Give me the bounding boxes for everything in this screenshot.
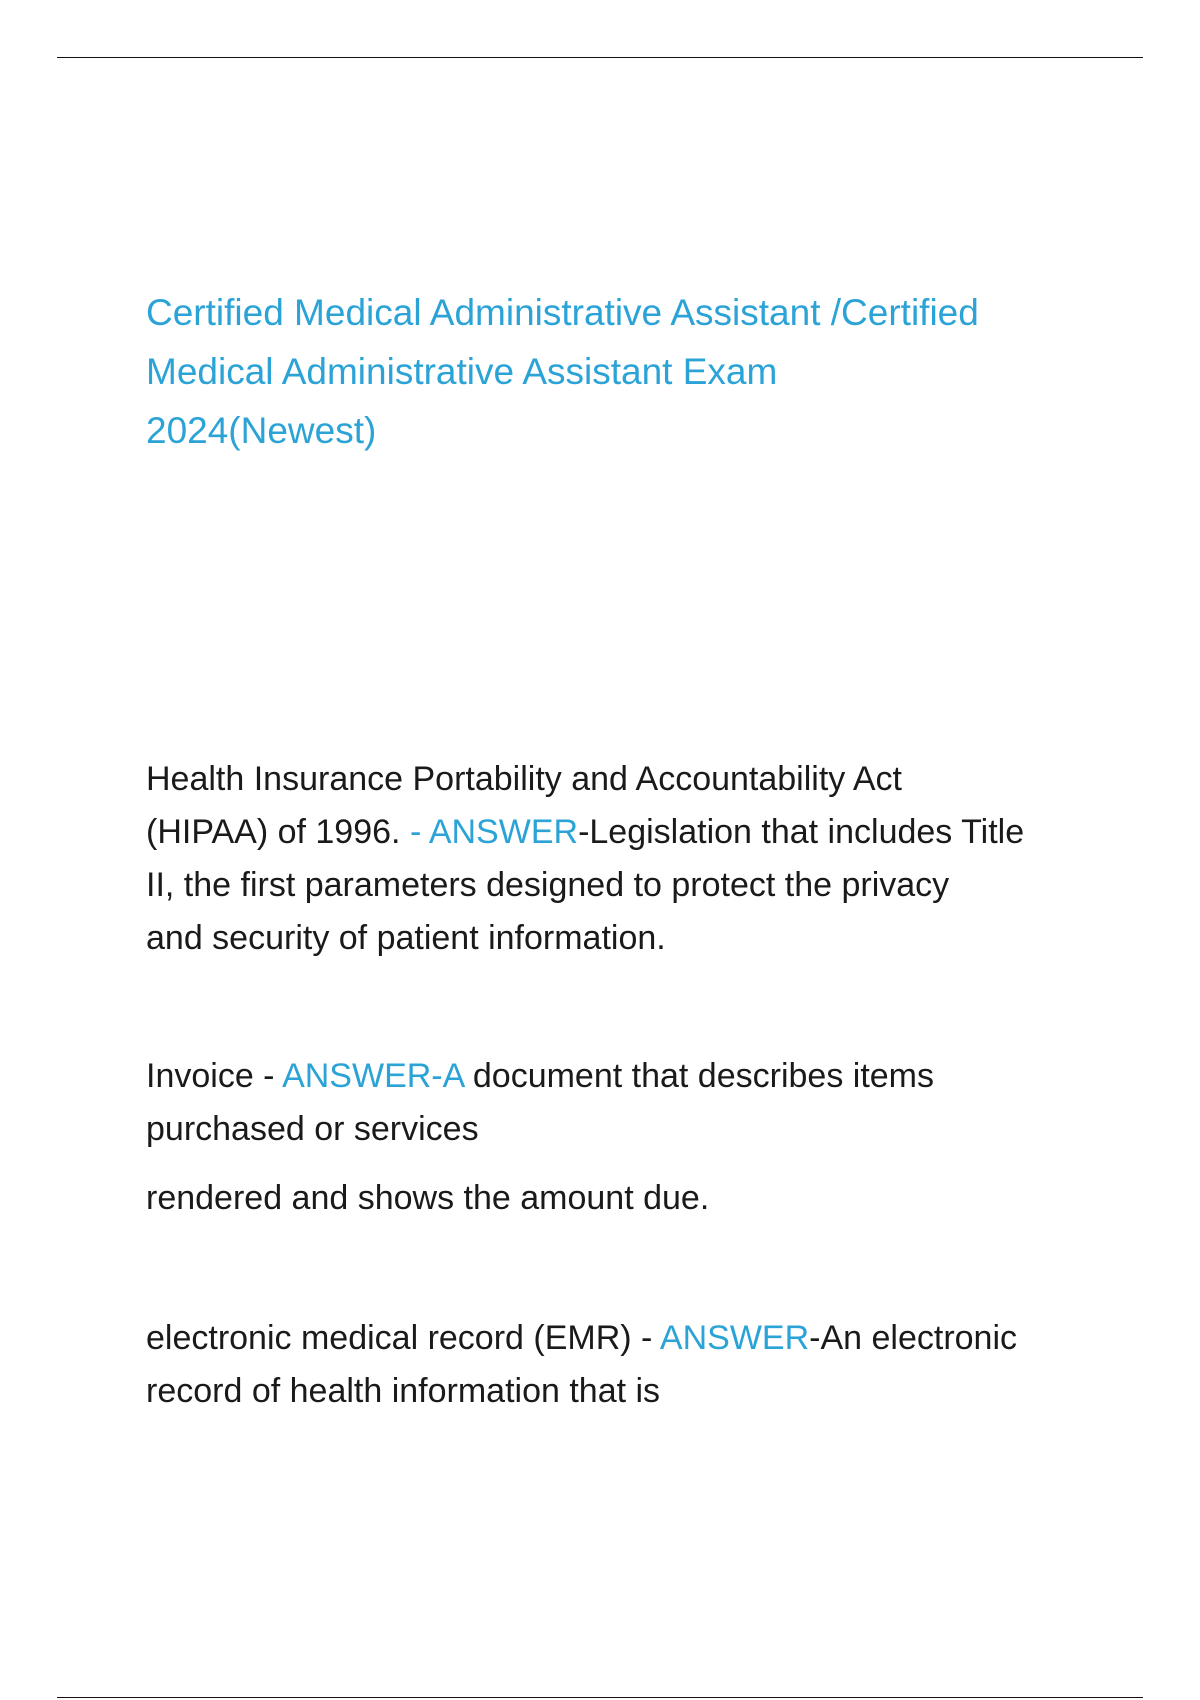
emr-definition-start: -An electronic bbox=[809, 1319, 1018, 1357]
bottom-rule bbox=[57, 1697, 1143, 1698]
emr-line-1 bbox=[146, 1312, 1106, 1365]
invoice-line-2: purchased or services bbox=[146, 1110, 479, 1148]
hipaa-line-4: and security of patient information. bbox=[146, 919, 666, 957]
hipaa-line-3: II, the first parameters designed to protect the privacy bbox=[146, 866, 950, 904]
document-title bbox=[146, 283, 1106, 460]
answer-label: - ANSWER bbox=[409, 813, 579, 851]
hipaa-line-2 bbox=[146, 806, 1106, 859]
hipaa-definition-start: -Legislation that includes Title bbox=[578, 813, 1025, 851]
emr-line-2: record of health information that is bbox=[146, 1372, 661, 1410]
entry-invoice bbox=[146, 1050, 1106, 1156]
invoice-definition-start: document that describes items bbox=[463, 1057, 934, 1095]
invoice-line-3: rendered and shows the amount due. bbox=[146, 1179, 710, 1217]
entry-emr bbox=[146, 1312, 1106, 1418]
emr-term: electronic medical record (EMR) - bbox=[146, 1319, 660, 1357]
top-rule bbox=[57, 57, 1143, 58]
invoice-line-1 bbox=[146, 1050, 1106, 1103]
hipaa-line-1: Health Insurance Portability and Accountability Act bbox=[146, 760, 902, 798]
title-line-2: Medical Administrative Assistant Exam bbox=[146, 351, 778, 392]
answer-label: ANSWER-A bbox=[282, 1057, 464, 1095]
hipaa-term-end: (HIPAA) of 1996. bbox=[146, 813, 410, 851]
entry-invoice-continuation bbox=[146, 1172, 1106, 1225]
title-line-1: Certified Medical Administrative Assistant /Certified bbox=[146, 292, 979, 333]
invoice-term: Invoice - bbox=[146, 1057, 283, 1095]
title-line-3: 2024(Newest) bbox=[146, 410, 377, 451]
answer-label: ANSWER bbox=[659, 1319, 810, 1357]
entry-hipaa bbox=[146, 753, 1106, 965]
